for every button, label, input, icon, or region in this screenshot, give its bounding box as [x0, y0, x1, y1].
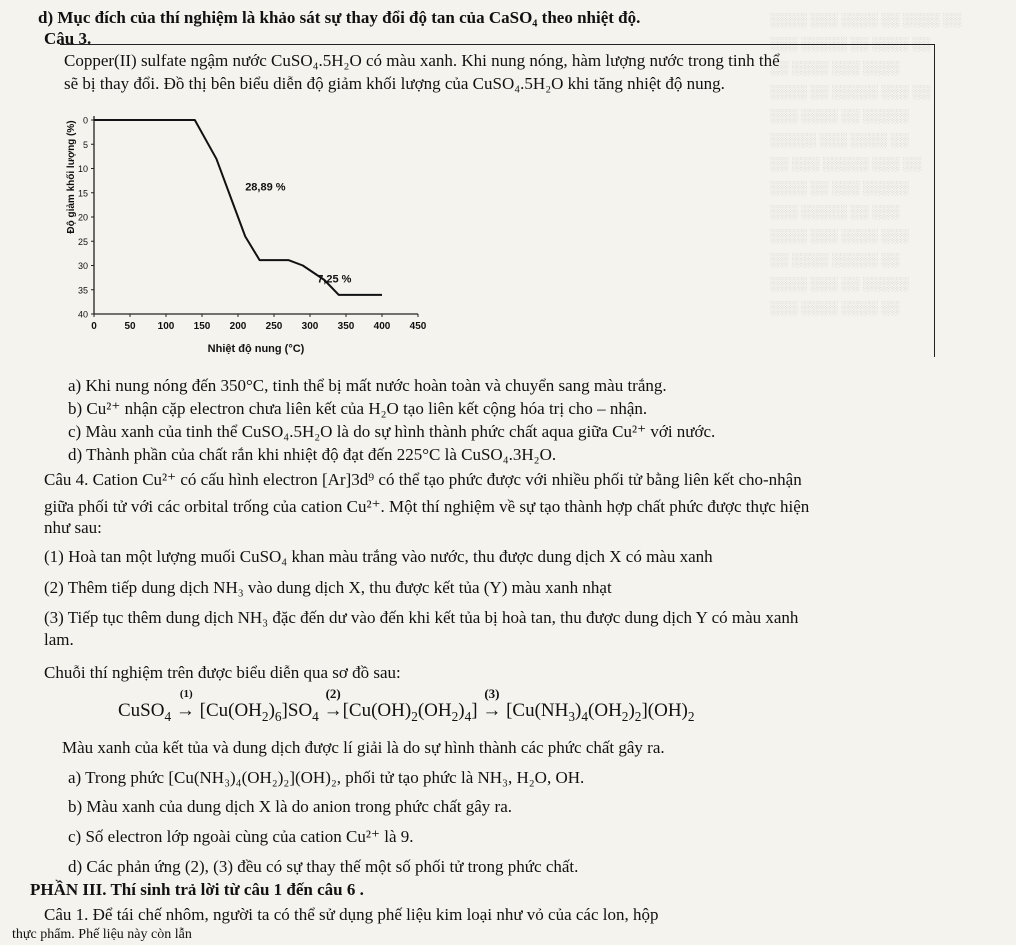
arrow-2: (2) →	[323, 686, 343, 721]
x-tick-label: 350	[337, 321, 355, 332]
part-3-question-1: Câu 1. Để tái chế nhôm, người ta có thể sử dụng phế liệu kim loại như vỏ của các lon, hộp	[44, 905, 659, 924]
question-4-option-b: b) Màu xanh của dung dịch X là do anion trong phức chất gây ra.	[68, 797, 513, 816]
y-tick-label: 0	[82, 115, 88, 126]
y-tick-label: 35	[77, 285, 88, 296]
question-4-line-3: như sau:	[44, 518, 102, 537]
question-4-line-1: Câu 4. Cation Cu²⁺ có cấu hình electron [Ar]3d⁹ có thể tạo phức được với nhiều phối tử bằng liên kết cho-nhận	[44, 470, 802, 489]
part-3-question-1-cut: thực phẩm. Phế liệu này còn lẫn	[12, 927, 192, 942]
question-4-option-c: c) Số electron lớp ngoài cùng của cation Cu²⁺ là 9.	[68, 827, 414, 846]
mass-loss-chart	[66, 98, 446, 363]
part-3-heading: PHẦN III. Thí sinh trả lời từ câu 1 đến câu 6 .	[30, 880, 364, 899]
question-4-step-3b: lam.	[44, 630, 74, 649]
y-tick-label: 40	[77, 309, 88, 320]
question-3-option-d: d) Thành phần của chất rắn khi nhiệt độ đạt đến 225°C là CuSO₄.3H₂O.	[68, 445, 557, 464]
question-title-3: Câu 3.	[44, 29, 92, 48]
question-3-option-b: b) Cu²⁺ nhận cặp electron chưa liên kết của H₂O tạo liên kết cộng hóa trị cho – nhận.	[68, 399, 648, 418]
y-tick-label: 10	[77, 164, 88, 174]
question-3-intro-line-2: sẽ bị thay đổi. Đồ thị bên biểu diễn độ giảm khối lượng của CuSO₄.5H₂O khi tăng nhiệt độ nung.	[64, 74, 725, 93]
question-3-option-c: c) Màu xanh của tinh thể CuSO₄.5H₂O là do sự hình thành phức chất aqua giữa Cu²⁺ với nước.	[68, 422, 716, 441]
question-4-step-1: (1) Hoà tan một lượng muối CuSO₄ khan màu trắng vào nước, thu được dung dịch X có màu xanh	[44, 547, 713, 566]
y-tick-label: 25	[77, 236, 88, 247]
reaction-chain: CuSO$_4$ (1) → $[Cu(OH_2)_6]SO_4$ (2) $\to[Cu(OH)_2(OH_2)_4]$ (3) → $[Cu(NH_3)_4(OH_2)_2](OH)_2$	[118, 686, 695, 724]
x-tick-label: 450	[409, 321, 427, 332]
question-4-step-3a: (3) Tiếp tục thêm dung dịch NH₃ đặc đến dư vào đến khi kết tủa bị hoà tan, thu được dung dịch Y có màu xanh	[44, 608, 799, 627]
annotation-label: 7,25 %	[317, 273, 352, 286]
y-tick-label: 20	[77, 212, 88, 223]
x-tick-label: 250	[265, 321, 283, 332]
x-tick-label: 200	[229, 321, 247, 332]
question-4-step-2: (2) Thêm tiếp dung dịch NH₃ vào dung dịch X, thu được kết tủa (Y) màu xanh nhạt	[44, 578, 612, 597]
x-tick-label: 300	[301, 321, 319, 332]
question-3-option-a: a) Khi nung nóng đến 350°C, tinh thể bị mất nước hoàn toàn và chuyển sang màu trắng.	[68, 376, 667, 395]
question-4-line-2: giữa phối tử với các orbital trống của cation Cu²⁺. Một thí nghiệm về sự tạo thành hợp chất phức được thực hiện	[44, 497, 810, 516]
arrow-1: (1) →	[175, 688, 195, 721]
data-series-line	[94, 120, 382, 295]
x-tick-label: 100	[157, 321, 175, 332]
x-tick-label: 400	[373, 321, 391, 332]
annotation-label: 28,89 %	[245, 181, 286, 194]
x-tick-label: 50	[124, 321, 136, 332]
question-4-chain-intro: Chuỗi thí nghiệm trên được biểu diễn qua sơ đồ sau:	[44, 663, 401, 682]
y-tick-label: 15	[77, 188, 88, 199]
y-tick-label: 30	[77, 261, 88, 271]
x-axis-label: Nhiệt độ nung (°C)	[207, 343, 305, 355]
question-4-option-d: d) Các phản ứng (2), (3) đều có sự thay thế một số phối tử trong phức chất.	[68, 857, 579, 876]
arrow-3: (3) →	[482, 686, 502, 721]
y-tick-label: 5	[82, 139, 88, 150]
x-tick-label: 0	[91, 321, 97, 332]
bleed-through-text: ░░░░ ░░░ ░░░░ ░░ ░░░░ ░░ ░░░ ░░░░░ ░░ ░░░░ ░░ ░░ ░░░░ ░░░ ░░░░ ░░░░ ░░ ░░░░░ ░░░ ░░ ░░░ ░░░░ ░░ ░░░░░ ░░░░░ ░░░ ░░░░ ░░ ░░ ░░░ ░░░░░ ░░░ ░░ ░░░░ ░░ ░░░ ░░░░░ ░░░ ░░░░░ ░░ ░░░ ░░░░ ░░░ ░░░░ ░░░ ░░ ░░░░ ░░░░░ ░░ ░░░░ ░░░ ░░ ░░░░░ ░░░ ░░░░ ░░░░ ░░	[770, 12, 962, 315]
x-tick-label: 150	[193, 321, 211, 332]
question-4-option-a: a) Trong phức [Cu(NH₃)₄(OH₂)₂](OH)₂, phối tử tạo phức là NH₃, H₂O, OH.	[68, 768, 585, 787]
question-4-note: Màu xanh của kết tủa và dung dịch được lí giải là do sự hình thành các phức chất gây ra.	[62, 738, 665, 757]
y-axis-label: Độ giảm khối lượng (%)	[66, 120, 77, 234]
question-3-intro-line-1: Copper(II) sulfate ngậm nước CuSO₄.5H₂O có màu xanh. Khi nung nóng, hàm lượng nước trong tinh thể	[64, 51, 780, 70]
question-option-d-prev: d) Mục đích của thí nghiệm là khảo sát sự thay đổi độ tan của CaSO₄ theo nhiệt độ.	[38, 8, 641, 27]
